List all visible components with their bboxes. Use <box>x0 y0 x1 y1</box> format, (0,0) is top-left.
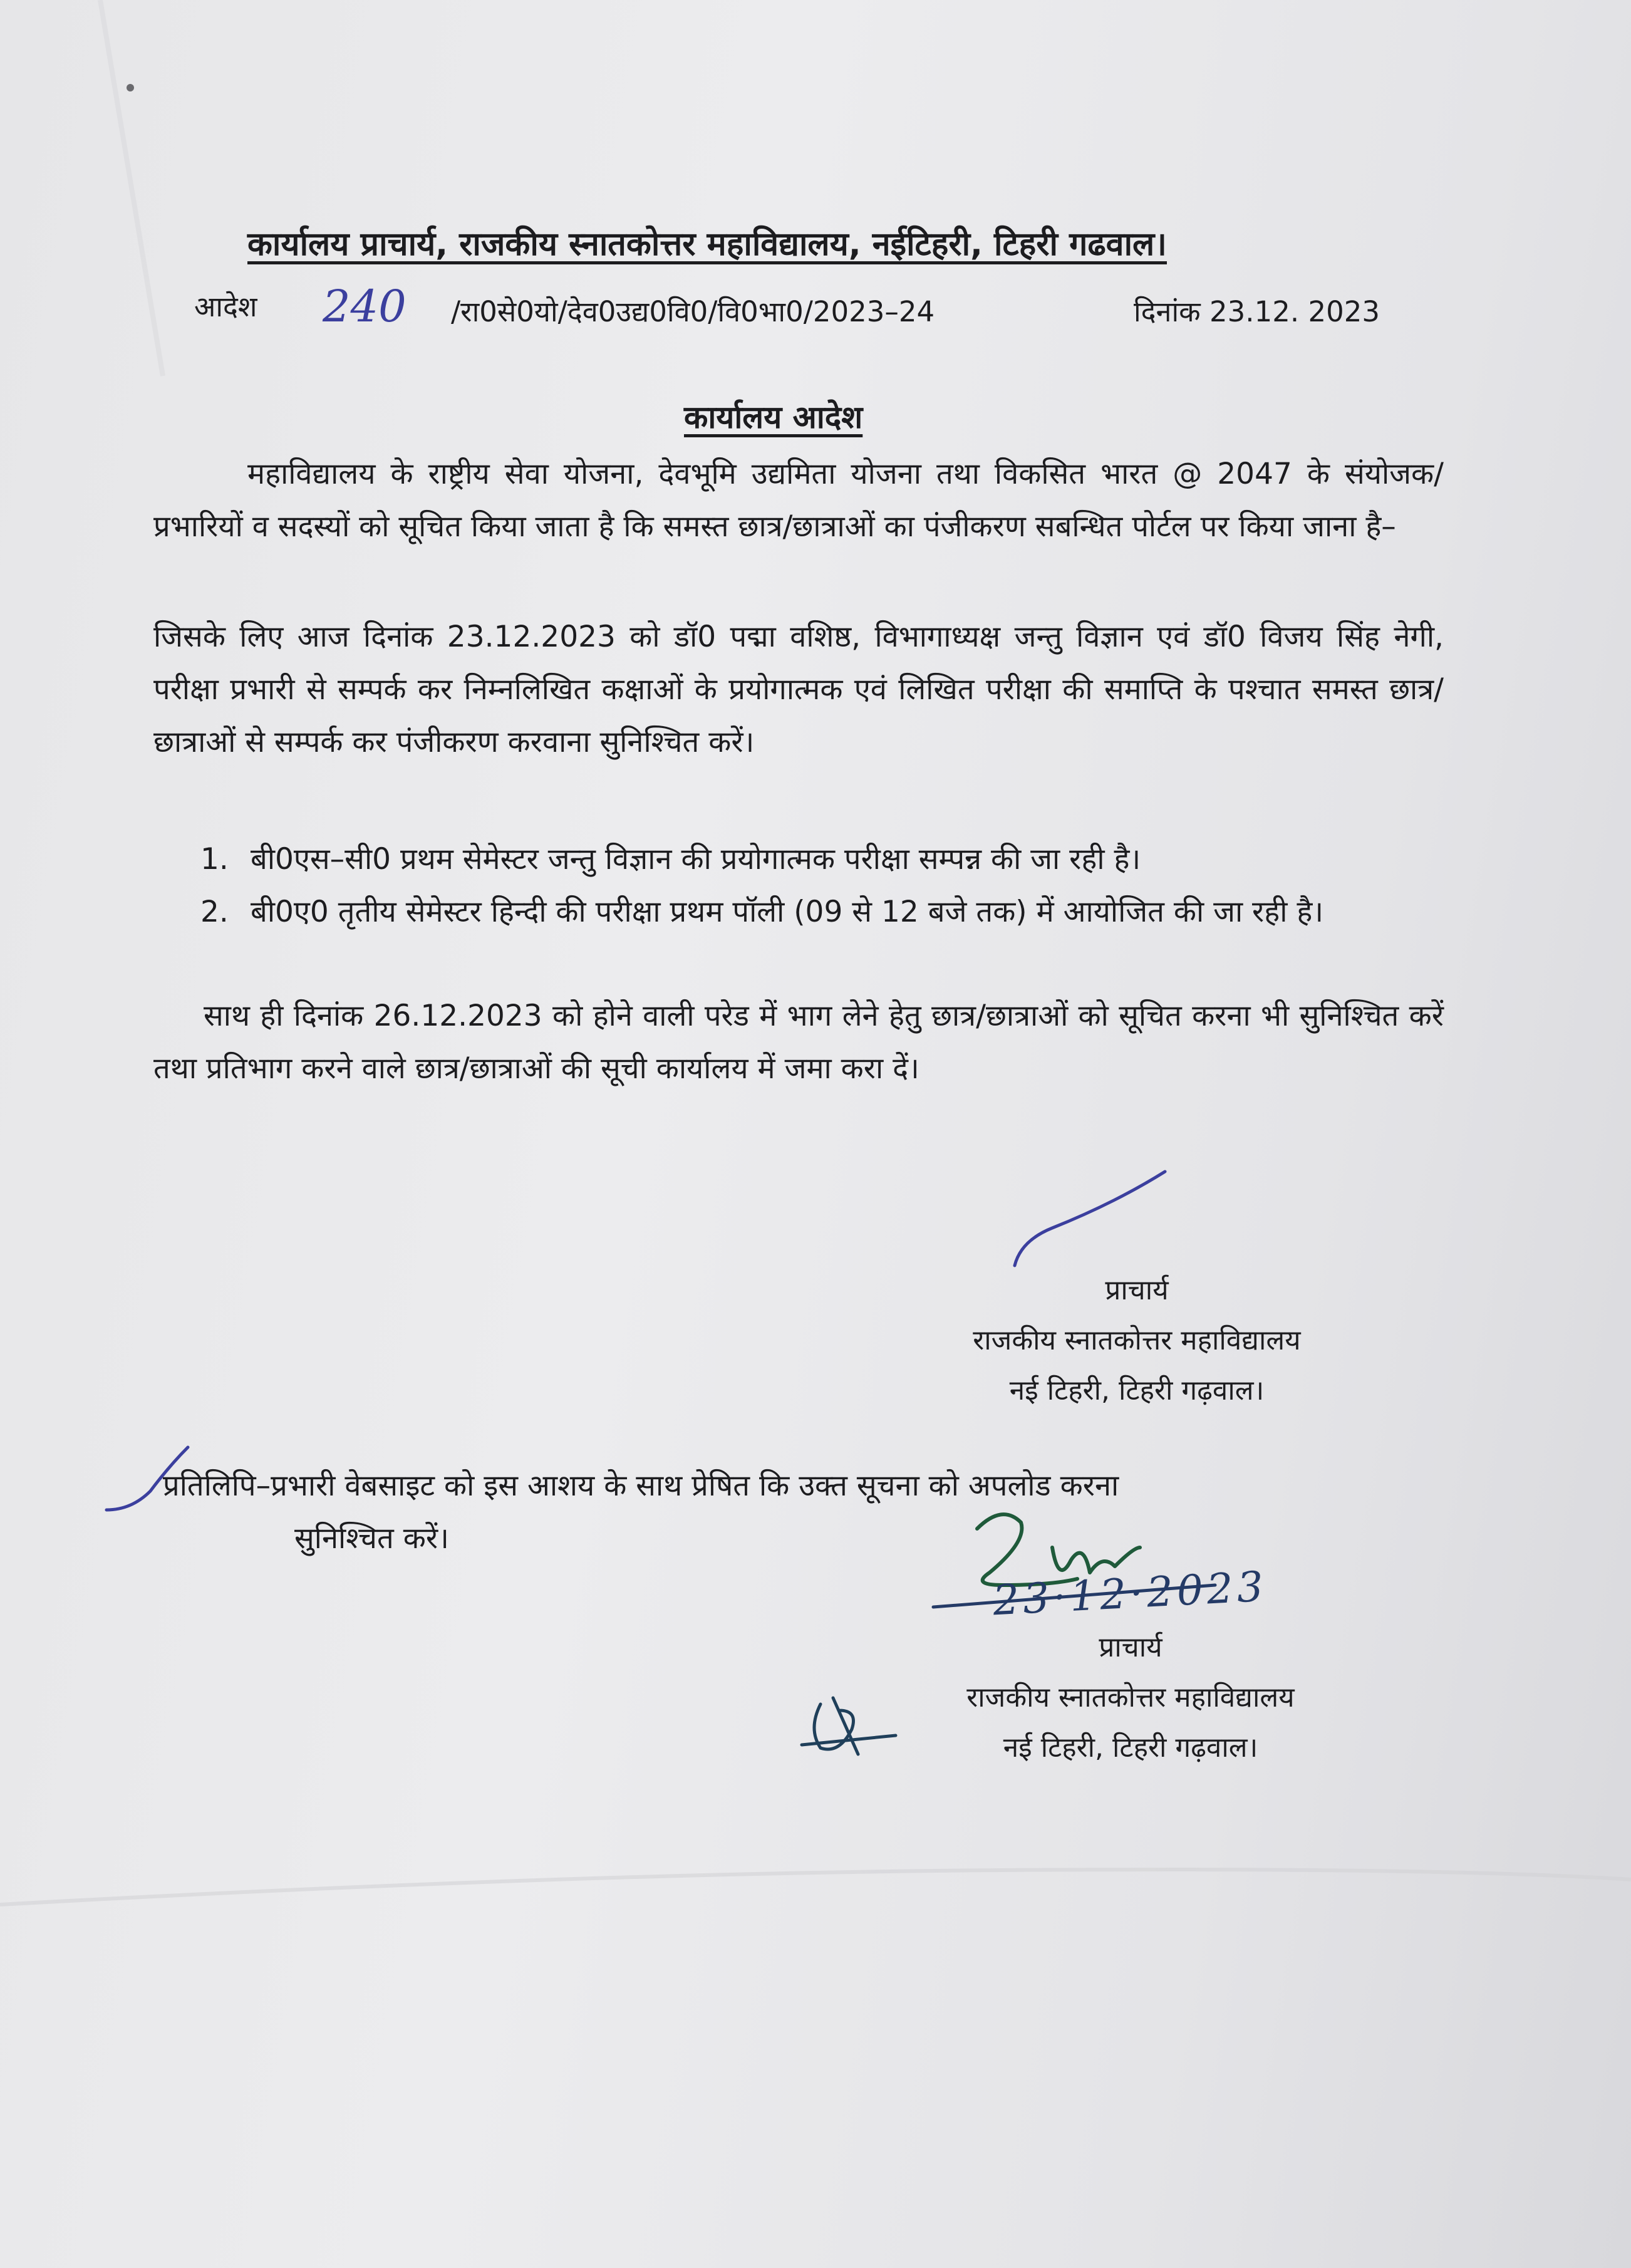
paragraph-instructions: जिसके लिए आज दिनांक 23.12.2023 को डॉ0 पद्मा वशिष्ठ, विभागाध्यक्ष जन्तु विज्ञान एवं डॉ0 विजय सिंह नेगी, परीक्षा प्रभारी से सम्पर्क कर निम्नलिखित कक्षाओं के प्रयोगात्मक एवं लिखित परीक्षा की समाप्ति के पश्चात समस्त छात्र/छात्राओं से सम्पर्क कर पंजीकरण करवाना सुनिश्चित करें। <box>153 620 1444 759</box>
list-item-number: 2. <box>200 895 229 929</box>
copy-to-note <box>163 1460 1422 1565</box>
principal-signature-block <box>877 1266 1397 1416</box>
handwritten-date: 23·12·2023 <box>992 1562 1268 1625</box>
list-item-number: 1. <box>200 842 229 877</box>
order-date: दिनांक 23.12. 2023 <box>1134 295 1380 328</box>
signatory-title: प्राचार्य <box>1099 1631 1162 1663</box>
copy-to-line: प्रतिलिपि–प्रभारी वेबसाइट को इस आशय के साथ प्रेषित कि उक्त सूचना को अपलोड करना <box>163 1469 1119 1503</box>
copy-to-line: सुनिश्चित करें। <box>294 1521 449 1556</box>
list-item-text: बी0एस–सी0 प्रथम सेमेस्टर जन्तु विज्ञान की प्रयोगात्मक परीक्षा सम्पन्न की जा रही है। <box>251 842 1141 877</box>
signatory-institution: राजकीय स्नातकोत्तर महाविद्यालय <box>973 1324 1301 1356</box>
office-heading: कार्यालय प्राचार्य, राजकीय स्नातकोत्तर महाविद्यालय, नईटिहरी, टिहरी गढवाल। <box>247 226 1167 263</box>
exam-list <box>200 833 1447 939</box>
handwritten-order-number: 240 <box>323 281 406 332</box>
principal-signature-block <box>871 1623 1390 1773</box>
paragraph-parade: साथ ही दिनांक 26.12.2023 को होने वाली परेड में भाग लेने हेतु छात्र/छात्राओं को सूचित करना भी सुनिश्चित करें तथा प्रतिभाग करने वाले छात्र/छात्राओं की सूची कार्यालय में जमा करा दें। <box>153 999 1444 1086</box>
signature-stroke-blue <box>1002 1165 1178 1272</box>
paragraph-intro: महाविद्यालय के राष्ट्रीय सेवा योजना, देवभूमि उद्यमिता योजना तथा विकसित भारत @ 2047 के संयोजक/प्रभारियों व सदस्यों को सूचित किया जाता है कि समस्त छात्र/छात्राओं का पंजीकरण सबन्धित पोर्टल पर किया जाना है– <box>153 457 1444 544</box>
list-item <box>200 886 1447 939</box>
signatory-location: नई टिहरी, टिहरी गढ़वाल। <box>1009 1375 1265 1407</box>
signatory-title: प्राचार्य <box>1105 1274 1169 1306</box>
list-item <box>200 833 1447 886</box>
list-item-text: बी0ए0 तृतीय सेमेस्टर हिन्दी की परीक्षा प्रथम पॉली (09 से 12 बजे तक) में आयोजित की जा रही है। <box>251 895 1324 929</box>
signatory-institution: राजकीय स्नातकोत्तर महाविद्यालय <box>966 1682 1295 1714</box>
order-reference-path: /रा0से0यो/देव0उद्य0वि0/वि0भा0/2023–24 <box>451 295 935 328</box>
order-subject: कार्यालय आदेश <box>684 399 863 435</box>
signatory-location: नई टिहरी, टिहरी गढ़वाल। <box>1003 1732 1258 1764</box>
order-label: आदेश <box>194 290 257 323</box>
